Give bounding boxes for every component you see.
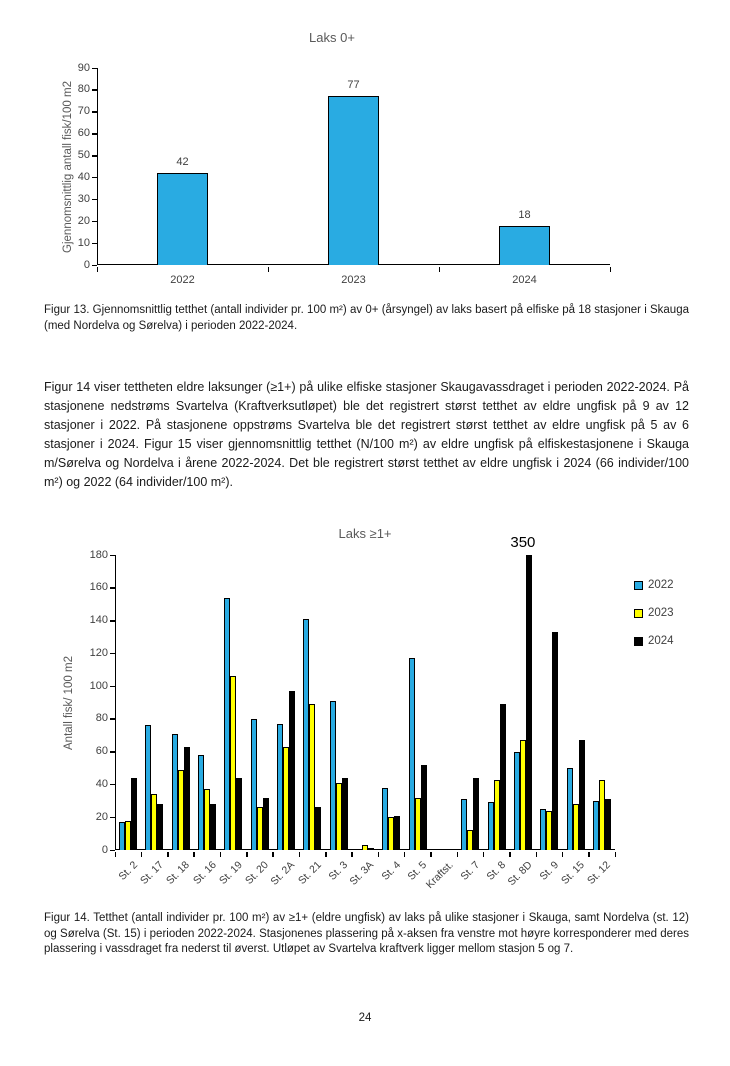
bar-2024-St. 18 xyxy=(184,747,190,850)
x-tick-mark xyxy=(536,852,538,857)
x-axis-label: St. 3A xyxy=(347,859,377,888)
x-tick-mark xyxy=(115,852,117,857)
x-tick-mark xyxy=(325,852,327,857)
y-tick-label: 80 xyxy=(77,83,90,96)
y-tick-mark xyxy=(110,718,115,720)
y-tick-label: 40 xyxy=(95,777,108,790)
x-tick-mark xyxy=(483,852,485,857)
legend-swatch-2022 xyxy=(634,581,643,590)
bar-2024-St. 15 xyxy=(579,740,585,850)
x-tick-mark xyxy=(378,852,380,857)
bar-2024-St. 21 xyxy=(315,807,321,850)
y-tick-mark xyxy=(92,177,97,179)
bar-value-label: 18 xyxy=(518,208,531,221)
y-tick-mark xyxy=(92,111,97,113)
chart-annotation: 350 xyxy=(510,534,536,551)
x-axis-label: Kraftst. xyxy=(423,859,456,892)
bar-value-2022 xyxy=(157,173,208,265)
y-tick-mark xyxy=(110,653,115,655)
bar-2024-St. 7 xyxy=(473,778,479,850)
y-tick-label: 100 xyxy=(89,679,108,692)
y-tick-label: 30 xyxy=(77,192,90,205)
legend-item-2022 xyxy=(634,579,674,591)
y-tick-mark xyxy=(110,686,115,688)
x-axis-label: St. 15 xyxy=(559,859,588,887)
x-axis-label: St. 16 xyxy=(190,859,219,887)
y-tick-label: 60 xyxy=(77,127,90,140)
figure14-chart xyxy=(50,523,730,908)
x-tick-mark xyxy=(220,852,222,857)
bar-value-2023 xyxy=(328,96,379,265)
x-tick-mark xyxy=(430,852,432,857)
chart-title: Laks 0+ xyxy=(309,30,355,45)
bar-2024-St. 9 xyxy=(552,632,558,850)
bar-2024-St. 12 xyxy=(605,799,611,850)
bar-2024-St. 16 xyxy=(210,804,216,850)
x-tick-mark xyxy=(610,267,612,272)
x-axis-label: 2024 xyxy=(512,274,537,286)
x-tick-mark xyxy=(97,267,99,272)
bar-value-2024 xyxy=(499,226,550,265)
bar-2024-St. 8D xyxy=(526,555,532,850)
figure14-caption: Figur 14. Tetthet (antall individer pr. 100 m²) av ≥1+ (eldre ungfisk) av laks på ulike stasjoner i Skauga, samt Nordelva (st. 12) og Sørelva (St. 15) i perioden 2022-2024. Stasjonenes plassering på x-aksen fra venstre mot høyre korresponderer med deres plassering i vassdraget fra nederst til øverst. Utløpet av Svartelva kraftverk ligger mellom stasjon 5 og 7. xyxy=(44,912,689,955)
x-axis-label: St. 3 xyxy=(326,859,351,883)
x-axis-label: St. 8D xyxy=(505,859,535,889)
y-tick-label: 160 xyxy=(89,581,108,594)
y-tick-mark xyxy=(110,555,115,557)
x-tick-mark xyxy=(615,852,617,857)
y-axis-label: Antall fisk/ 100 m2 xyxy=(63,655,75,750)
chart-title: Laks ≥1+ xyxy=(338,526,392,541)
x-tick-mark xyxy=(562,852,564,857)
legend-label-2022: 2022 xyxy=(648,579,674,591)
x-tick-mark xyxy=(404,852,406,857)
y-tick-mark xyxy=(110,817,115,819)
bar-2024-St. 5 xyxy=(421,765,427,850)
x-axis-label: St. 2A xyxy=(268,859,298,888)
y-tick-mark xyxy=(110,587,115,589)
x-tick-mark xyxy=(167,852,169,857)
x-axis-label: St. 9 xyxy=(536,859,561,883)
x-tick-mark xyxy=(246,852,248,857)
x-tick-mark xyxy=(509,852,511,857)
bar-2024-St. 2A xyxy=(289,691,295,850)
legend-swatch-2024 xyxy=(634,637,643,646)
y-tick-mark xyxy=(92,243,97,245)
x-axis-label: 2023 xyxy=(341,274,366,286)
x-axis-label: St. 21 xyxy=(295,859,324,887)
bar-value-label: 77 xyxy=(347,79,360,92)
x-axis-label: St. 19 xyxy=(217,859,245,887)
x-tick-mark xyxy=(588,852,590,857)
x-axis-label: St. 8 xyxy=(484,859,509,883)
bar-2024-St. 2 xyxy=(131,778,137,850)
x-axis-label: St. 4 xyxy=(379,859,403,883)
x-axis-label: St. 5 xyxy=(405,859,430,883)
y-tick-label: 60 xyxy=(95,745,108,758)
x-tick-mark xyxy=(272,852,274,857)
y-tick-mark xyxy=(92,155,97,157)
legend-item-2024 xyxy=(634,635,674,647)
y-tick-mark xyxy=(92,89,97,91)
bar-value-label: 42 xyxy=(176,156,189,169)
y-axis-label: Gjennomsnittlig antall fisk/100 m2 xyxy=(62,80,74,253)
page-number: 24 xyxy=(358,1012,372,1024)
figure13-chart xyxy=(55,28,675,298)
bar-2024-St. 3 xyxy=(342,778,348,850)
y-tick-mark xyxy=(92,133,97,135)
y-tick-label: 40 xyxy=(77,170,90,183)
legend-item-2023 xyxy=(634,607,674,619)
x-tick-mark xyxy=(299,852,301,857)
x-tick-mark xyxy=(351,852,353,857)
x-axis-label: St. 17 xyxy=(138,859,166,887)
x-tick-mark xyxy=(439,267,441,272)
y-tick-mark xyxy=(110,784,115,786)
x-tick-mark xyxy=(457,852,459,857)
x-axis-label: 2022 xyxy=(170,274,195,286)
x-axis-label: St. 2 xyxy=(115,859,140,883)
legend-label-2024: 2024 xyxy=(648,635,674,647)
y-tick-mark xyxy=(92,221,97,223)
y-tick-mark xyxy=(92,68,97,70)
bar-2024-St. 3A xyxy=(368,848,374,850)
y-tick-label: 90 xyxy=(77,61,90,74)
y-tick-mark xyxy=(92,199,97,201)
legend-label-2023: 2023 xyxy=(648,607,674,619)
x-axis-label: St. 7 xyxy=(457,859,482,883)
y-tick-label: 50 xyxy=(77,149,90,162)
y-tick-mark xyxy=(110,751,115,753)
bar-2024-St. 17 xyxy=(157,804,163,850)
bar-2024-St. 19 xyxy=(236,778,242,850)
y-tick-mark xyxy=(110,620,115,622)
y-tick-label: 0 xyxy=(101,843,108,856)
figure13-caption: Figur 13. Gjennomsnittlig tetthet (antall individer pr. 100 m²) av 0+ (årsyngel) av laks basert på elfiske på 18 stasjoner i Skauga (med Nordelva og Sørelva) i perioden 2022-2024. xyxy=(44,304,689,332)
bar-2024-St. 4 xyxy=(394,816,400,850)
y-tick-label: 140 xyxy=(89,614,108,627)
x-axis-label: St. 12 xyxy=(585,859,614,887)
y-tick-label: 20 xyxy=(95,810,108,823)
x-axis-label: St. 18 xyxy=(164,859,193,887)
x-tick-mark xyxy=(268,267,270,272)
plot-area xyxy=(115,555,615,850)
bar-2024-St. 20 xyxy=(263,798,269,850)
body-paragraph: Figur 14 viser tettheten eldre laksunger (≥1+) på ulike elfiske stasjoner Skaugavassdraget i perioden 2022-2024. På stasjonene nedstrøms Svartelva (Kraftverksutløpet) ble det registrert størst tetthet av eldre ungfisk på 9 av 12 stasjoner i 2022. På stasjonene oppstrøms Svartelva ble det registrert størst tetthet av eldre ungfisk på 5 av 6 stasjoner i 2024. Figur 15 viser gjennomsnittlig tetthet (N/100 m²) av eldre ungfisk på elfiskestasjonene i Skauga m/Sørelva og Nordelva i årene 2022-2024. Det ble registrert størst tetthet av eldre ungfisk i 2024 (66 individer/100 m²) og 2022 (64 individer/100 m²). xyxy=(44,380,689,489)
bar-2024-St. 8 xyxy=(500,704,506,850)
x-axis-label: St. 20 xyxy=(243,859,272,887)
y-tick-label: 10 xyxy=(77,236,90,249)
x-tick-mark xyxy=(141,852,143,857)
y-tick-label: 70 xyxy=(77,105,90,118)
x-tick-mark xyxy=(193,852,195,857)
y-tick-label: 180 xyxy=(89,548,108,561)
legend-swatch-2023 xyxy=(634,609,643,618)
y-tick-label: 0 xyxy=(83,258,90,271)
y-tick-label: 80 xyxy=(95,712,108,725)
y-tick-label: 120 xyxy=(89,646,108,659)
y-tick-label: 20 xyxy=(77,214,90,227)
